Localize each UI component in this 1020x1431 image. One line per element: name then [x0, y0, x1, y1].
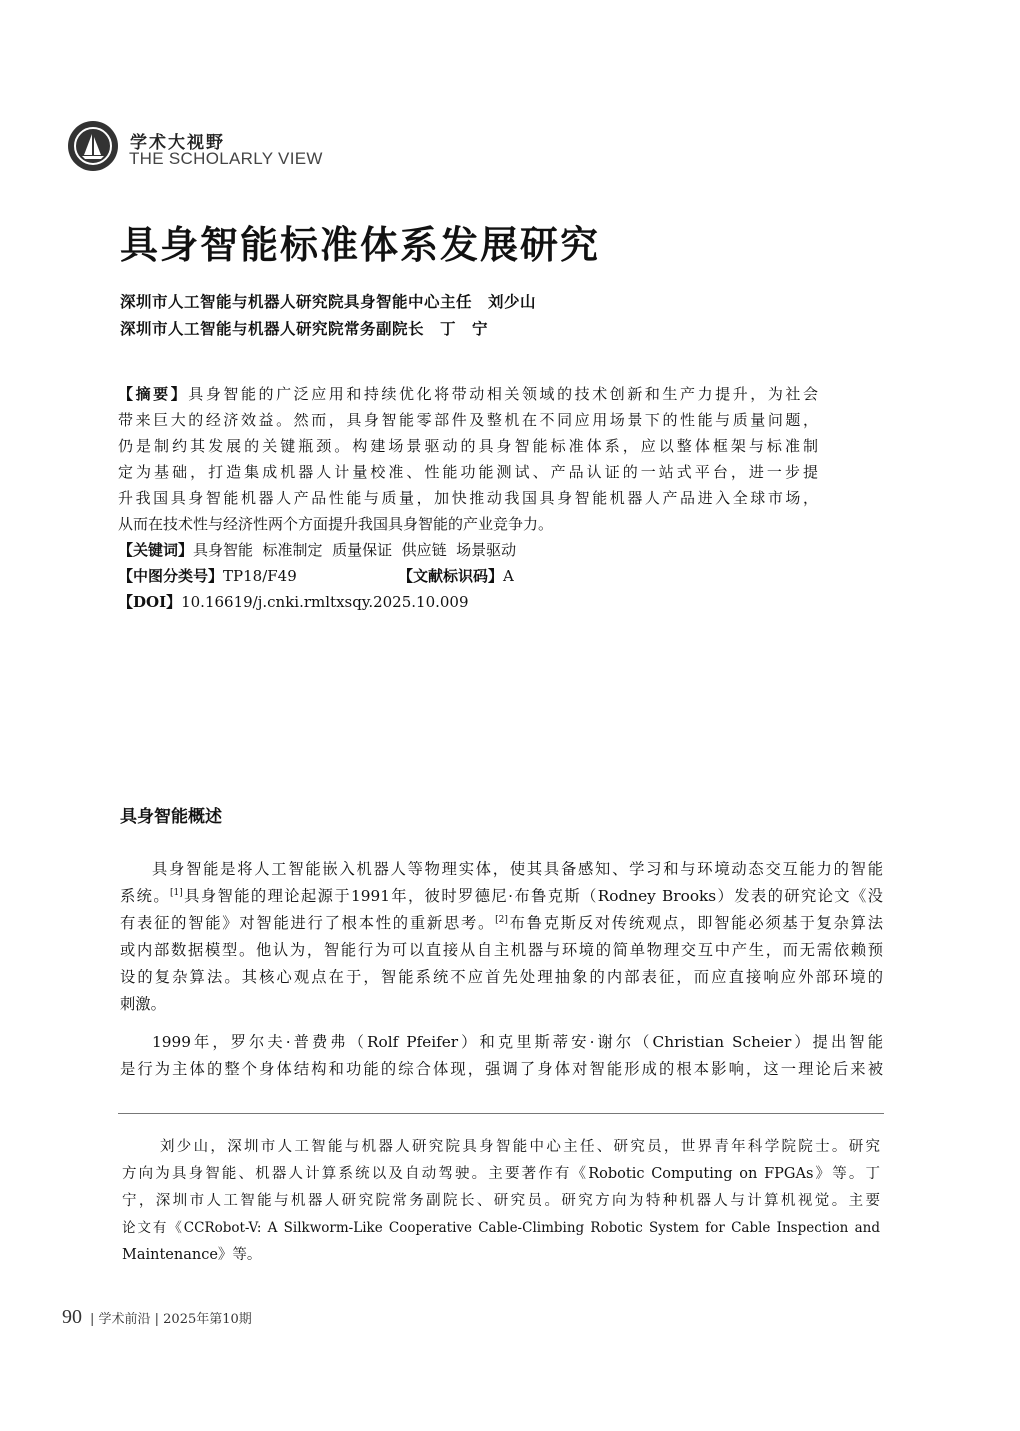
abstract-line: 定为基础，打造集成机器人计量校准、性能功能测试、产品认证的一站式平台，进一步提 [118, 463, 818, 481]
abstract-line: 【摘要】具身智能的广泛应用和持续优化将带动相关领域的技术创新和生产力提升，为社会 [118, 385, 818, 403]
footnote-line: 宁，深圳市人工智能与机器人研究院常务副院长、研究员。研究方向为特种机器人与计算机视觉。主要 [122, 1193, 880, 1209]
author-line: 深圳市人工智能与机器人研究院具身智能中心主任 刘少山 [120, 292, 537, 311]
abstract-line: 从而在技术性与经济性两个方面提升我国具身智能的产业竞争力。 [118, 515, 554, 533]
citation-ref[interactable]: [1] [170, 887, 183, 898]
footnote-line: 刘少山，深圳市人工智能与机器人研究院具身智能中心主任、研究员，世界青年科学院院士。研究 [160, 1139, 880, 1155]
abstract-line: 仍是制约其发展的关键瓶颈。构建场景驱动的具身智能标准体系，应以整体框架与标准制 [118, 437, 818, 455]
article-title: 具身智能标准体系发展研究 [120, 222, 601, 267]
citation-ref[interactable]: [2] [495, 914, 508, 925]
body-line: 具身智能是将人工智能嵌入机器人等物理实体，使其具备感知、学习和与环境动态交互能力的智能 [152, 860, 883, 878]
abstract-line: 带来巨大的经济效益。然而，具身智能零部件及整机在不同应用场景下的性能与质量问题， [118, 411, 818, 429]
author-line: 深圳市人工智能与机器人研究院常务副院长 丁 宁 [120, 319, 489, 338]
abstract-line: 升我国具身智能机器人产品性能与质量，加快推动我国具身智能机器人产品进入全球市场， [118, 489, 818, 507]
document-code: 【文献标识码】A [398, 567, 514, 585]
section-heading: 具身智能概述 [120, 807, 222, 827]
journal-brand-en: THE SCHOLARLY VIEW [129, 149, 323, 168]
footnote-divider [118, 1113, 884, 1114]
classification-code: 【中图分类号】TP18/F49 [118, 567, 297, 585]
sailboat-logo-icon [68, 121, 118, 171]
body-line: 刺激。 [120, 995, 166, 1013]
journal-brand-cn: 学术大视野 [130, 133, 225, 153]
body-line: 设的复杂算法。其核心观点在于，智能系统不应首先处理抽象的内部表征，而应直接响应外部环境的 [120, 968, 883, 986]
keywords: 【关键词】具身智能 标准制定 质量保证 供应链 场景驱动 [118, 541, 517, 559]
journal-issue: | 学术前沿 | 2025年第10期 [90, 1312, 252, 1327]
footnote-line: 方向为具身智能、机器人计算系统以及自动驾驶。主要著作有《Robotic Computing on FPGAs》等。丁 [122, 1166, 880, 1182]
footnote-line: Maintenance》等。 [122, 1247, 262, 1263]
body-line: 系统。[1]具身智能的理论起源于1991年，彼时罗德尼·布鲁克斯（Rodney Brooks）发表的研究论文《没 [120, 887, 883, 905]
doi: 【DOI】10.16619/j.cnki.rmltxsqy.2025.10.009 [118, 593, 469, 611]
page-number: 90 [62, 1306, 82, 1328]
footnote-line: 论文有《CCRobot-V: A Silkworm-Like Cooperative Cable-Climbing Robotic System for Cable Inspection and [122, 1220, 880, 1236]
page-footer [62, 1306, 252, 1329]
abstract-label: 【摘要】 [118, 385, 189, 403]
body-line: 或内部数据模型。他认为，智能行为可以直接从自主机器与环境的简单物理交互中产生，而无需依赖预 [120, 941, 883, 959]
body-line: 有表征的智能》对智能进行了根本性的重新思考。[2]布鲁克斯反对传统观点，即智能必须基于复杂算法 [120, 914, 883, 932]
body-line: 1999年，罗尔夫·普费弗（Rolf Pfeifer）和克里斯蒂安·谢尔（Christian Scheier）提出智能 [152, 1033, 883, 1051]
body-line: 是行为主体的整个身体结构和功能的综合体现，强调了身体对智能形成的根本影响，这一理论后来被 [120, 1060, 883, 1078]
